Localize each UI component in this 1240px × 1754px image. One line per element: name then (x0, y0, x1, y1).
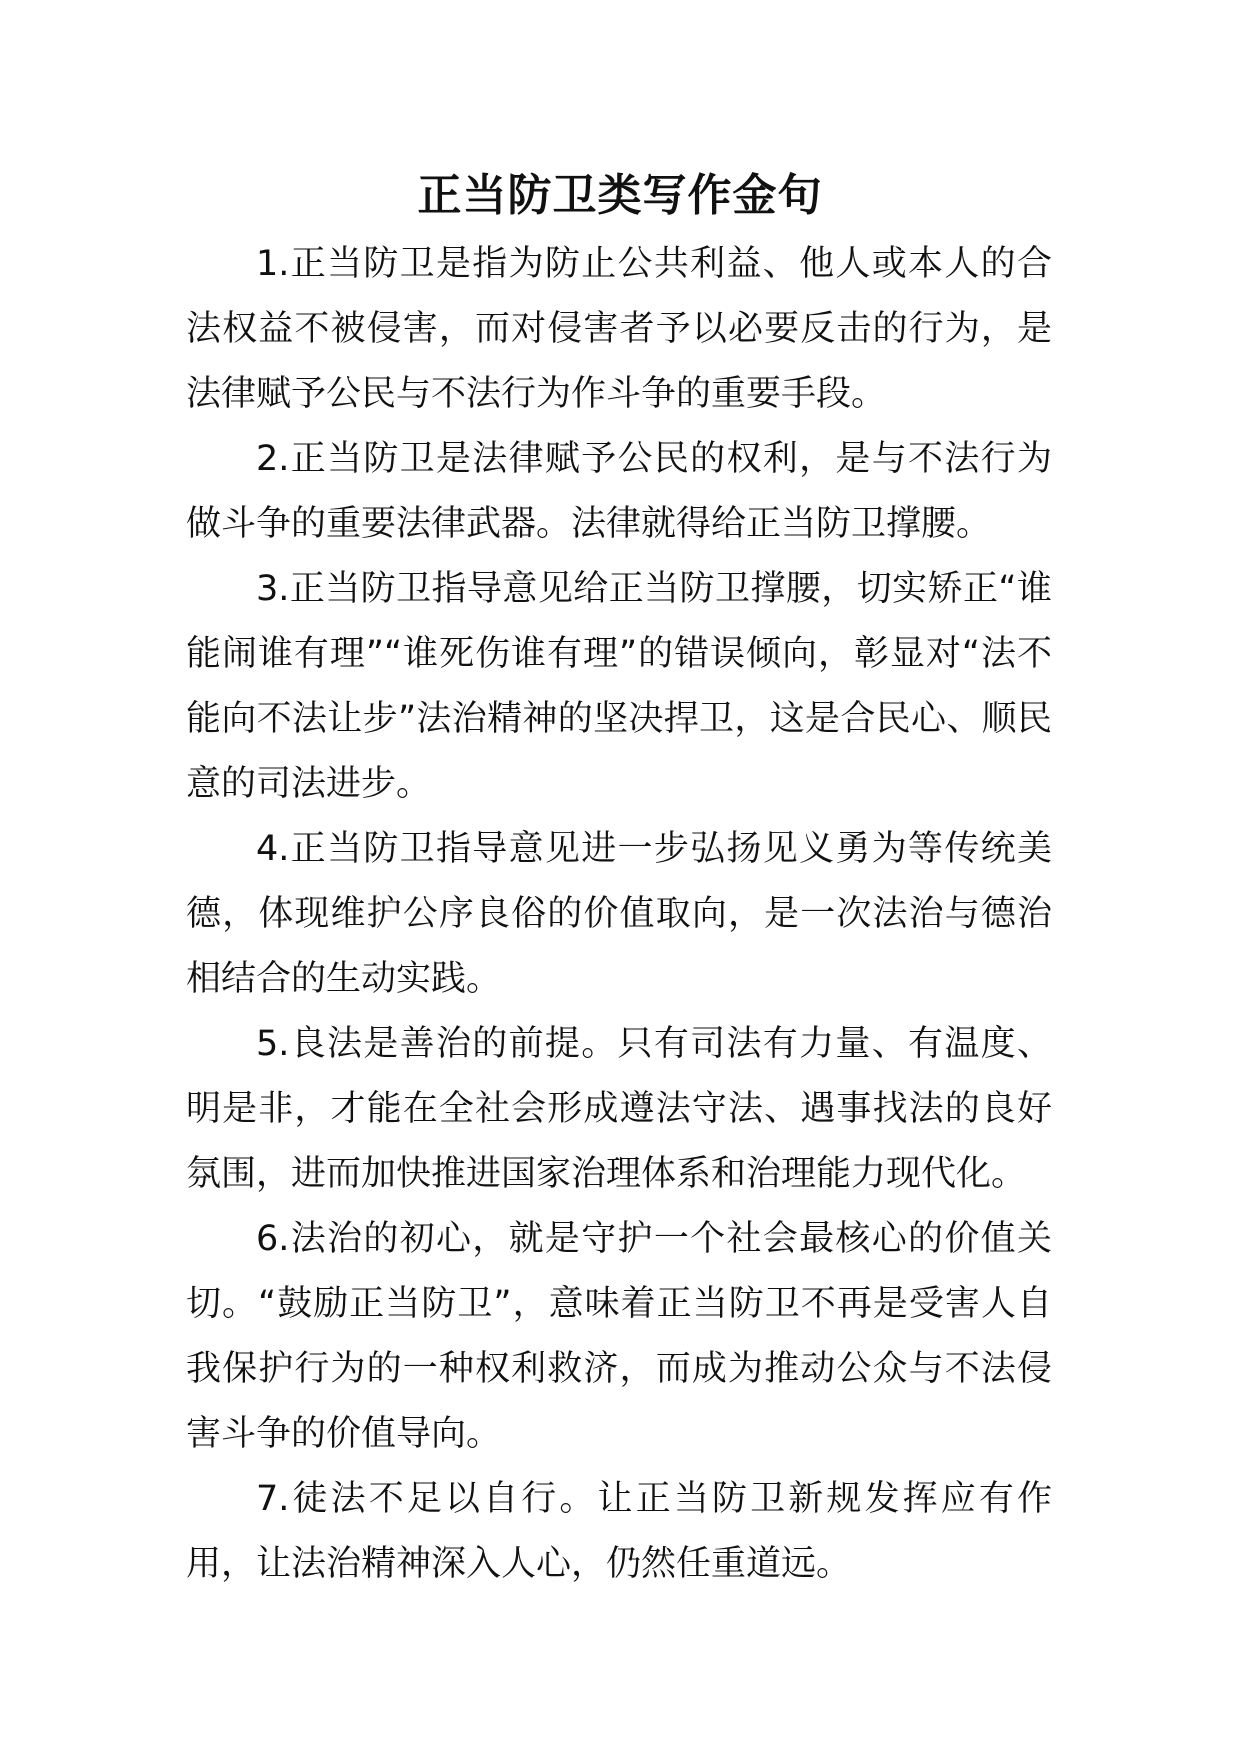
paragraph-2: 2.正当防卫是法律赋予公民的权利，是与不法行为做斗争的重要法律武器。法律就得给正当防卫撑腰。 (186, 439, 1052, 544)
document-title: 正当防卫类写作金句 (417, 170, 823, 221)
paragraph-6: 6.法治的初心，就是守护一个社会最核心的价值关切。“鼓励正当防卫”，意味着正当防卫不再是受害人自我保护行为的一种权利救济，而成为推动公众与不法侵害斗争的价值导向。 (186, 1219, 1052, 1454)
paragraph-3: 3.正当防卫指导意见给正当防卫撑腰，切实矫正“谁能闹谁有理”“谁死伤谁有理”的错误倾向，彰显对“法不能向不法让步”法治精神的坚决捍卫，这是合民心、顺民意的司法进步。 (186, 569, 1052, 804)
paragraph-4: 4.正当防卫指导意见进一步弘扬见义勇为等传统美德，体现维护公序良俗的价值取向，是一次法治与德治相结合的生动实践。 (186, 829, 1052, 999)
paragraph-7: 7.徒法不足以自行。让正当防卫新规发挥应有作用，让法治精神深入人心，仍然任重道远。 (186, 1479, 1052, 1584)
paragraph-1: 1.正当防卫是指为防止公共利益、他人或本人的合法权益不被侵害，而对侵害者予以必要反击的行为，是法律赋予公民与不法行为作斗争的重要手段。 (186, 244, 1052, 414)
document-body (186, 232, 1052, 1597)
paragraph-5: 5.良法是善治的前提。只有司法有力量、有温度、明是非，才能在全社会形成遵法守法、遇事找法的良好氛围，进而加快推进国家治理体系和治理能力现代化。 (186, 1024, 1052, 1194)
